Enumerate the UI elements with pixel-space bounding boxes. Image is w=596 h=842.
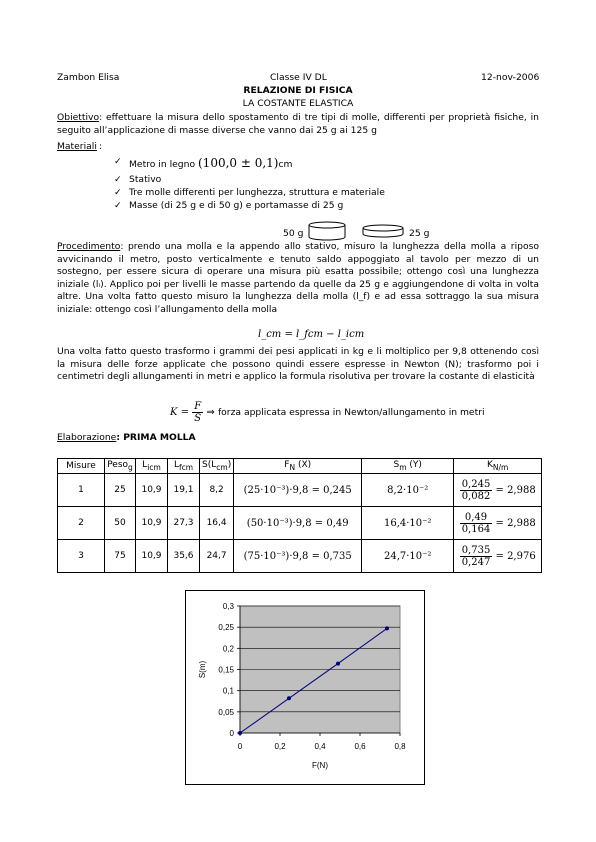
table-header: $L_{icm}$ (136, 459, 168, 474)
document-page: Zambon Elisa Classe IV DL 12-nov-2006 RELAZIONE DI FISICA LA COSTANTE ELASTICA Obiettivo: effettuare la misura dello spostamento di tre tipi di molle, differenti per proprietà fisiche, in seguito all’applicazione di masse diverse che vanno dai 25 g ai 125 g Materiali : ✓ Metro in legno (100,0 ± 0,1)cm ✓ Stativo ✓ Tre molle differenti per lunghezza, struttura e materiale ✓ Masse (di 25 g e di 50 g) e portamasse di 25 g 50 g 25 g Procedimento: prendo una molla e la appendo allo stativo, misuro la lunghezza della molla a riposo avvicinando il metro, posto verticalmente e tenuto saldo appoggiato al tavolo per mezzo di un sostegno, per essere sicura di operare una misura più esatta possibile; ottengo così una lunghezza iniziale (lᵢ). Applico poi per livelli le masse partendo da quelle da 25 g e aggiungendone di volta in volta altre. Una volta fatto questo misuro la lunghezza della molla (l_f) e ad essa sottraggo la sua misura iniziale: ottengo così l’allungamento della molla l_cm = l_fcm − l_icm Una volta fatto questo trasformo i grammi dei pesi applicati in kg e li moltiplico per 9,8 ottenendo così la misura delle forze applicate che possono quindi essere espresse in Newton (N); trasformo poi i centimetri degli allungamenti in metri e applico la formula risolutiva per trovare la costante di elasticità K = $\frac{F}{S}$ ⇒ forza applicata espressa in Newton/allungamento in metri Elaborazione: PRIMA MOLLA Misure Peso$_g$ $L_{icm}$ $L_{fcm}$ $S(L_{cm})$ $F_N$ (X) $S_m$ (Y) $K_{N/m}$ 1 25 10,9 19,1 8,2 (25·10⁻³)·9,8 = 0,245 8,2·10⁻² $\frac{0,245}{0,082}$ = 2,988 2 50 10,9 27,3 16,4 (50·10⁻³)·9,8 = 0,49 16,4·10⁻² $\frac{0,49}{0,164}$ = 2,988 3 75 10,9 35,6 24,7 (75·10⁻³)·9,8 = 0,735 24,7·10⁻² $\frac{0,735}{0,247}$ = 2,976 0 0,05 0,1 0,15 0,2 0,25 0,3 0 0,2 0,4 0,6 0,8 F(N) S(m) (0, 0, 596, 842)
data-point (385, 626, 389, 630)
data-point (336, 662, 340, 666)
procedure-text: : prendo una molla e la appendo allo stativo, misuro la lunghezza della molla a riposo avvicinando il metro, posto verticalmente e tenuto saldo appoggiato al tavolo per mezzo di un sostegno, per essere sicura di operare una misura più esatta possibile; ottengo così una lunghezza iniziale (lᵢ). Applico poi per livelli le masse partendo da quelle da 25 g e aggiungendone di volta in volta altre. Una volta fatto questo misuro la lunghezza della molla (l_f) e ad essa sottraggo la sua misura iniziale: ottengo così l’allungamento della molla (57, 241, 539, 315)
procedure-paragraph-2: Una volta fatto questo trasformo i grammi dei pesi applicati in kg e li moltiplico per 9,8 ottenendo così la misura delle forze applicate che possono quindi essere espresse in Newton (N); trasformo poi i centimetri degli allungamenti in metri e applico la formula risolutiva per trovare la costante di elasticità (57, 346, 539, 383)
table-header: Misure (58, 459, 105, 474)
y-tick-label: 0 (229, 729, 234, 738)
x-axis-label: F(N) (312, 761, 328, 770)
author-name: Zambon Elisa (57, 72, 120, 83)
procedure-paragraph (57, 241, 539, 317)
data-point (238, 731, 242, 735)
y-axis-label: S(m) (198, 660, 207, 679)
mass-25-icon (361, 224, 405, 238)
table-row: 3 75 10,9 35,6 24,7 (75·10⁻³)·9,8 = 0,735 24,7·10⁻² $\frac{0,735}{0,247}$ = 2,976 (58, 540, 542, 573)
elongation-formula: l_cm = l_fcm − l_icm (258, 329, 365, 340)
data-point (287, 696, 291, 700)
table-header: $L_{fcm}$ (168, 459, 200, 474)
table-header: $F_N$ (X) (234, 459, 362, 474)
x-tick-label: 0,2 (274, 742, 286, 751)
y-tick-label: 0,2 (222, 644, 234, 654)
ruler-unit: cm (278, 159, 293, 170)
data-table (57, 458, 542, 573)
ruler-precision: (100,0 ± 0,1) (198, 156, 279, 170)
material-item: Masse (di 25 g e di 50 g) e portamasse di 25 g (129, 200, 344, 211)
material-item: Stativo (129, 174, 162, 185)
y-tick-label: 0,3 (222, 602, 234, 611)
x-tick-label: 0,4 (314, 742, 326, 751)
check-icon: ✓ (114, 200, 122, 211)
report-subtitle: LA COSTANTE ELASTICA (242, 98, 354, 109)
y-tick-label: 0,05 (218, 707, 234, 717)
table-header-row (58, 459, 542, 474)
y-tick-label: 0,15 (218, 665, 234, 675)
mass-50-icon (308, 221, 346, 241)
report-title: RELAZIONE DI FISICA (243, 85, 353, 96)
objective-text: : effettuare la misura dello spostamento di tre tipi di molle, differenti per proprietà fisiche, in seguito all’applicazione di masse diverse che vanno dai 25 g ai 125 g (57, 112, 539, 136)
x-tick-label: 0,6 (354, 742, 366, 751)
objective-paragraph (57, 112, 539, 137)
table-row: 1 25 10,9 19,1 8,2 (25·10⁻³)·9,8 = 0,245 8,2·10⁻² $\frac{0,245}{0,082}$ = 2,988 (58, 474, 542, 507)
mass-25-label: 25 g (409, 228, 430, 239)
procedure-label: Procedimento (57, 241, 121, 252)
table-header: $K_{N/m}$ (454, 459, 542, 474)
elaboration-heading: Elaborazione: PRIMA MOLLA (57, 432, 196, 443)
report-date: 12-nov-2006 (481, 72, 540, 83)
y-tick-label: 0,25 (218, 623, 234, 633)
table-row: 2 50 10,9 27,3 16,4 (50·10⁻³)·9,8 = 0,49 16,4·10⁻² $\frac{0,49}{0,164}$ = 2,988 (58, 507, 542, 540)
check-icon: ✓ (114, 187, 122, 198)
table-header: Peso$_g$ (105, 459, 136, 474)
material-item: Tre molle differenti per lunghezza, struttura e materiale (129, 187, 385, 198)
materials-label: Materiali (57, 141, 97, 152)
objective-label: Obiettivo (57, 112, 100, 123)
chart (185, 590, 425, 785)
table-header: $S(L_{cm})$ (200, 459, 234, 474)
table-header: $S_m$ (Y) (362, 459, 454, 474)
check-icon: ✓ (114, 156, 122, 167)
mass-50-label: 50 g (283, 228, 304, 239)
x-tick-label: 0 (237, 742, 243, 751)
check-icon: ✓ (114, 174, 122, 185)
y-tick-label: 0,1 (222, 686, 234, 696)
material-item: Metro in legno (100,0 ± 0,1)cm (129, 156, 293, 170)
class-label: Classe IV DL (270, 72, 327, 83)
x-tick-label: 0,8 (394, 742, 406, 751)
k-formula: K = $\frac{F}{S}$ ⇒ forza applicata espressa in Newton/allungamento in metri (170, 401, 485, 424)
